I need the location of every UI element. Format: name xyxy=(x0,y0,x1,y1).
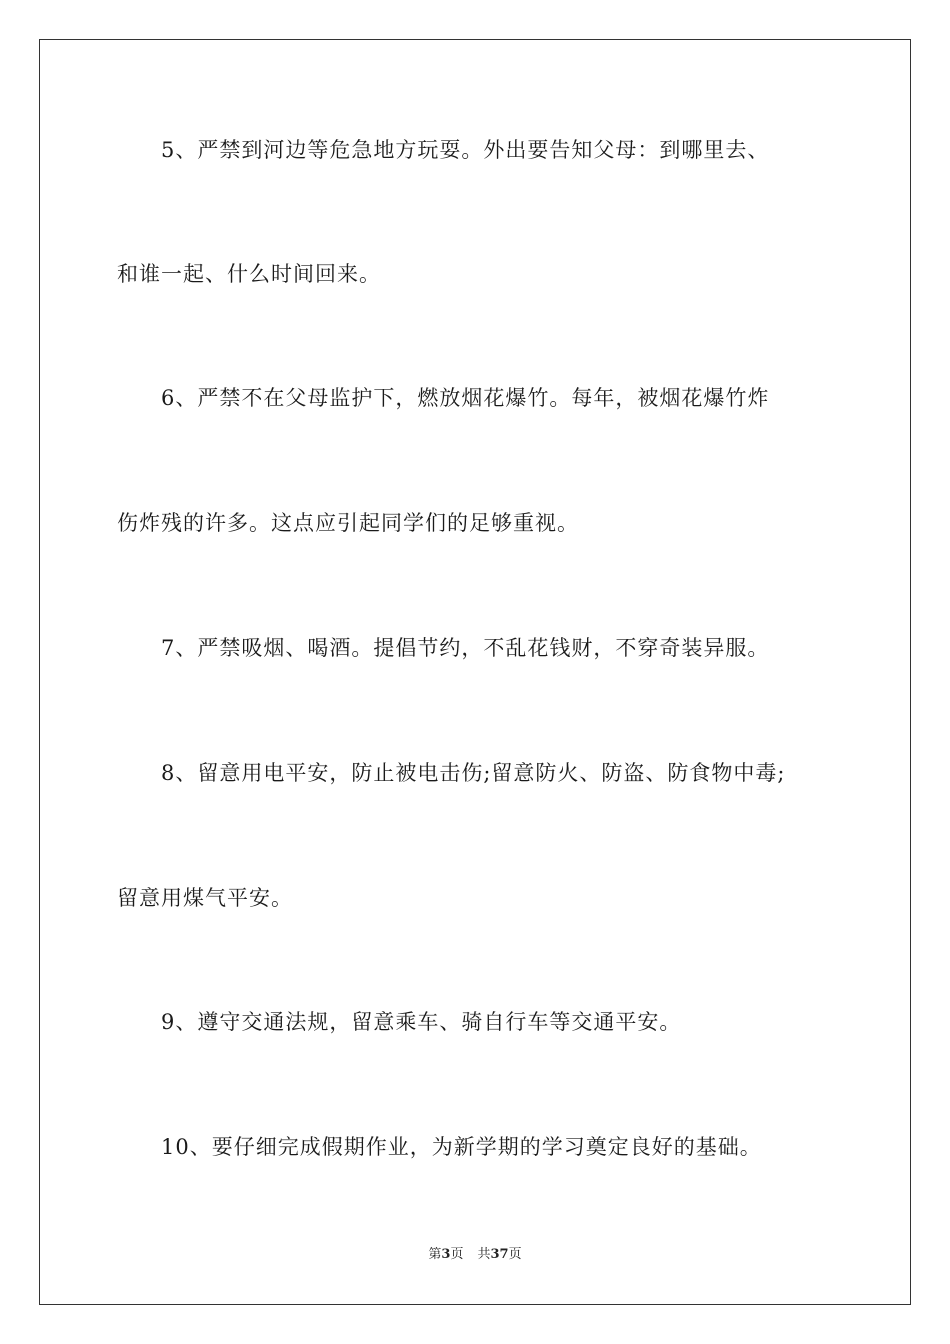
paragraph-8-line-1: 8、留意用电平安，防止被电击伤;留意防火、防盗、防食物中毒; xyxy=(161,761,786,785)
paragraph-5-line-2: 和谁一起、什么时间回来。 xyxy=(117,262,381,286)
paragraph-7-line-1: 7、严禁吸烟、喝酒。提倡节约，不乱花钱财，不穿奇装异服。 xyxy=(161,636,770,660)
footer-page-prefix: 第 xyxy=(428,1247,442,1262)
paragraph-6-line-1: 6、严禁不在父母监护下，燃放烟花爆竹。每年，被烟花爆竹炸 xyxy=(161,386,770,410)
paragraph-6-line-2: 伤炸残的许多。这点应引起同学们的足够重视。 xyxy=(117,511,579,535)
footer-total-prefix: 共 xyxy=(477,1247,491,1262)
footer-page-number: 3 xyxy=(441,1247,451,1262)
paragraph-10-line-1: 10、要仔细完成假期作业，为新学期的学习奠定良好的基础。 xyxy=(161,1135,762,1159)
footer-total-suffix: 页 xyxy=(508,1247,522,1262)
page-footer xyxy=(0,1246,950,1264)
page-border xyxy=(39,39,911,1305)
footer-total-pages: 37 xyxy=(490,1247,509,1262)
paragraph-8-line-2: 留意用煤气平安。 xyxy=(117,886,293,910)
paragraph-9-line-1: 9、遵守交通法规，留意乘车、骑自行车等交通平安。 xyxy=(161,1010,682,1034)
footer-page-suffix: 页 xyxy=(450,1247,464,1262)
paragraph-5-line-1: 5、严禁到河边等危急地方玩耍。外出要告知父母：到哪里去、 xyxy=(161,138,770,162)
